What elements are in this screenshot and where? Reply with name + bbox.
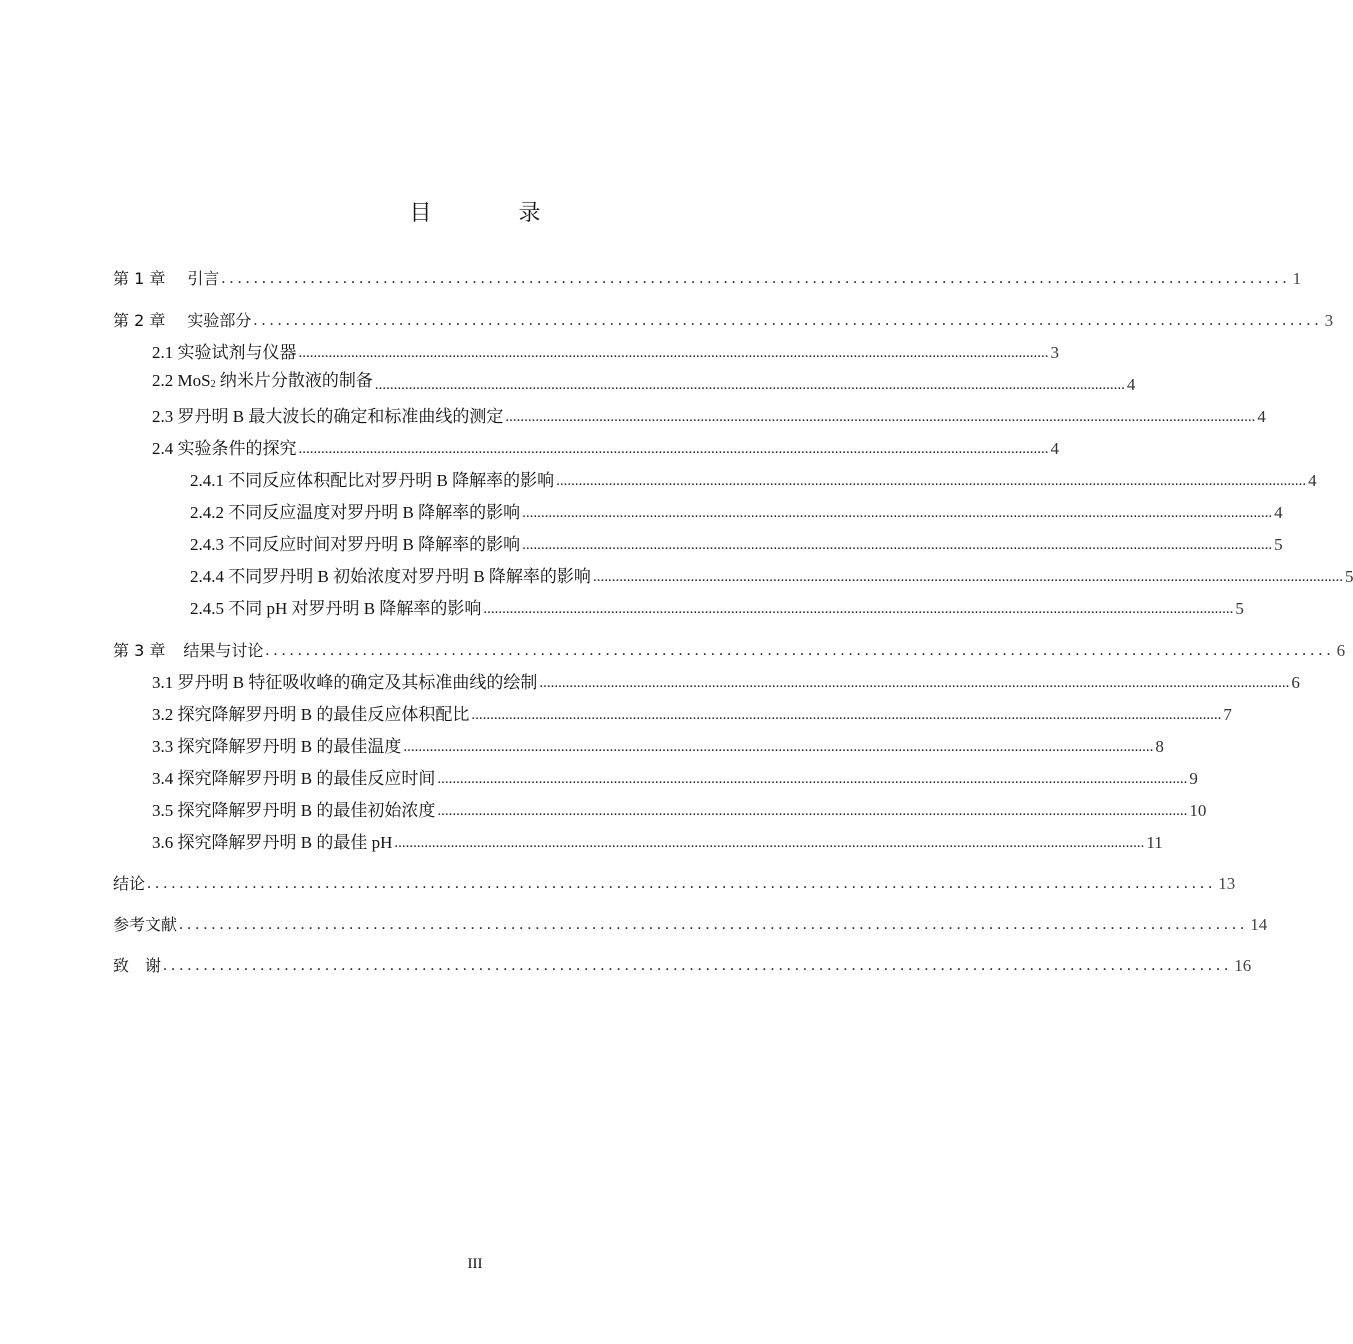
toc-entry-chapter-2[interactable] (113, 309, 1334, 333)
toc-page-number: 1 (1292, 269, 1302, 288)
toc-entry-2-4-4[interactable] (190, 565, 1353, 589)
toc-page-number: 13 (1218, 874, 1236, 893)
dot-leader: .................................................................................................................................... (265, 642, 1335, 659)
toc-entry-title: 3.5 探究降解罗丹明 B 的最佳初始浓度 (152, 801, 436, 820)
toc-entry-title: 2.4.3 不同反应时间对罗丹明 B 降解率的影响 (190, 535, 521, 554)
toc-entry-title: 2.3 罗丹明 B 最大波长的确定和标准曲线的测定 (152, 407, 504, 426)
toc-entry-3-3[interactable] (152, 735, 1164, 759)
toc-page-number: 4 (1050, 439, 1059, 458)
toc-entry-2-4-5[interactable] (190, 597, 1244, 621)
dot-leader: ........................................................................................................................................................................................................ (522, 537, 1273, 553)
dot-leader: .................................................................................................................................... (221, 270, 1291, 287)
dot-leader: ........................................................................................................................................................................................................ (556, 473, 1307, 489)
toc-page-number: 3 (1050, 343, 1059, 362)
dot-leader: ........................................................................................................................................................................................................ (298, 441, 1049, 457)
toc-entry-2-1[interactable] (152, 341, 1059, 365)
toc-page-number: 4 (1308, 471, 1317, 490)
toc-entry-2-4-3[interactable] (190, 533, 1283, 557)
toc-chapter-number: 第 2 章 (113, 311, 166, 330)
toc-entry-2-4[interactable] (152, 437, 1059, 461)
toc-entry-2-4-1[interactable] (190, 469, 1317, 493)
dot-leader: ........................................................................................................................................................................................................ (394, 835, 1145, 851)
toc-page-number: 16 (1234, 956, 1252, 975)
dot-leader: ........................................................................................................................................................................................................ (505, 409, 1256, 425)
toc-entry-3-1[interactable] (152, 671, 1300, 695)
toc-page-number: 4 (1126, 375, 1136, 394)
toc-page-number: 5 (1344, 567, 1353, 586)
toc-page-number: 4 (1257, 407, 1266, 426)
toc-page-number: 5 (1274, 535, 1283, 554)
page-number: III (467, 1256, 483, 1272)
toc-entry-2-3[interactable] (152, 405, 1266, 429)
toc-chapter-number: 第 1 章 (113, 269, 166, 288)
toc-title-post: 纳米片分散液的制备 (215, 371, 373, 390)
toc-entry-title: 2.4.1 不同反应体积配比对罗丹明 B 降解率的影响 (190, 471, 555, 490)
dot-leader: .................................................................................................................................... (253, 312, 1323, 329)
dot-leader: ........................................................................................................................................................................................................ (592, 569, 1343, 585)
dot-leader: ........................................................................................................................................................................................................ (437, 803, 1188, 819)
toc-entry-2-4-2[interactable] (190, 501, 1283, 525)
toc-entry-title: 3.1 罗丹明 B 特征吸收峰的确定及其标准曲线的绘制 (152, 673, 538, 692)
dot-leader: ........................................................................................................................................................................................................ (403, 739, 1154, 755)
toc-page-number: 7 (1223, 705, 1232, 724)
toc-entry-references[interactable] (113, 913, 1268, 937)
dot-leader: ........................................................................................................................................................................................................ (374, 377, 1125, 393)
toc-page-number: 9 (1189, 769, 1198, 788)
toc-entry-title: 2.4.5 不同 pH 对罗丹明 B 降解率的影响 (190, 599, 482, 618)
toc-entry-title: 3.3 探究降解罗丹明 B 的最佳温度 (152, 737, 402, 756)
toc-entry-title: 结果与讨论 (183, 641, 264, 660)
toc-entry-title: 致 谢 (113, 956, 162, 975)
toc-entry-title: 实验部分 (187, 311, 252, 330)
toc-entry-title: 3.6 探究降解罗丹明 B 的最佳 pH (152, 833, 393, 852)
dot-leader: ........................................................................................................................................................................................................ (539, 675, 1290, 691)
toc-entry-title: 2.4.4 不同罗丹明 B 初始浓度对罗丹明 B 降解率的影响 (190, 567, 591, 586)
toc-entry-chapter-3[interactable] (113, 639, 1346, 663)
toc-entry-acknowledgements[interactable] (113, 954, 1252, 978)
toc-page-number: 11 (1146, 833, 1163, 852)
toc-entry-title: 2.4 实验条件的探究 (152, 439, 297, 458)
toc-entry-3-5[interactable] (152, 799, 1207, 823)
toc-entry-title: 参考文献 (113, 915, 178, 934)
toc-entry-title: 引言 (187, 269, 220, 288)
dot-leader: ........................................................................................................................................................................................................ (483, 601, 1234, 617)
toc-entry-title: 2.1 实验试剂与仪器 (152, 343, 297, 362)
toc-entry-3-6[interactable] (152, 831, 1163, 855)
toc-entry-chapter-1[interactable] (113, 267, 1302, 291)
toc-chapter-number: 第 3 章 (113, 641, 166, 660)
dot-leader: ........................................................................................................................................................................................................ (471, 707, 1222, 723)
dot-leader: ........................................................................................................................................................................................................ (437, 771, 1188, 787)
toc-entry-3-2[interactable] (152, 703, 1232, 727)
dot-leader: .................................................................................................................................... (179, 916, 1249, 933)
toc-page-number: 14 (1250, 915, 1268, 934)
toc-title-pre: 2.2 MoS (152, 371, 211, 390)
toc-entry-title: 3.2 探究降解罗丹明 B 的最佳反应体积配比 (152, 705, 470, 724)
dot-leader: .................................................................................................................................... (147, 875, 1217, 892)
toc-entry-title: 2.4.2 不同反应温度对罗丹明 B 降解率的影响 (190, 503, 521, 522)
dot-leader: ........................................................................................................................................................................................................ (298, 345, 1049, 361)
subscript: 2 (210, 379, 216, 390)
toc-entry-title: 3.4 探究降解罗丹明 B 的最佳反应时间 (152, 769, 436, 788)
toc-page-number: 5 (1235, 599, 1244, 618)
toc-page-number: 8 (1155, 737, 1164, 756)
toc-page-number: 6 (1291, 673, 1300, 692)
toc-page-number: 4 (1274, 503, 1283, 522)
toc-entry-2-2[interactable] (152, 371, 1136, 397)
toc-entry-title (152, 369, 373, 397)
toc-entry-3-4[interactable] (152, 767, 1198, 791)
page-title: 目 录 (409, 201, 581, 226)
toc-entry-title: 结论 (113, 874, 146, 893)
toc-page-number: 6 (1336, 641, 1346, 660)
toc-entry-conclusion[interactable] (113, 872, 1236, 896)
dot-leader: .................................................................................................................................... (163, 957, 1233, 974)
dot-leader: ........................................................................................................................................................................................................ (522, 505, 1273, 521)
toc-page-number: 3 (1324, 311, 1334, 330)
toc-page-number: 10 (1189, 801, 1207, 820)
